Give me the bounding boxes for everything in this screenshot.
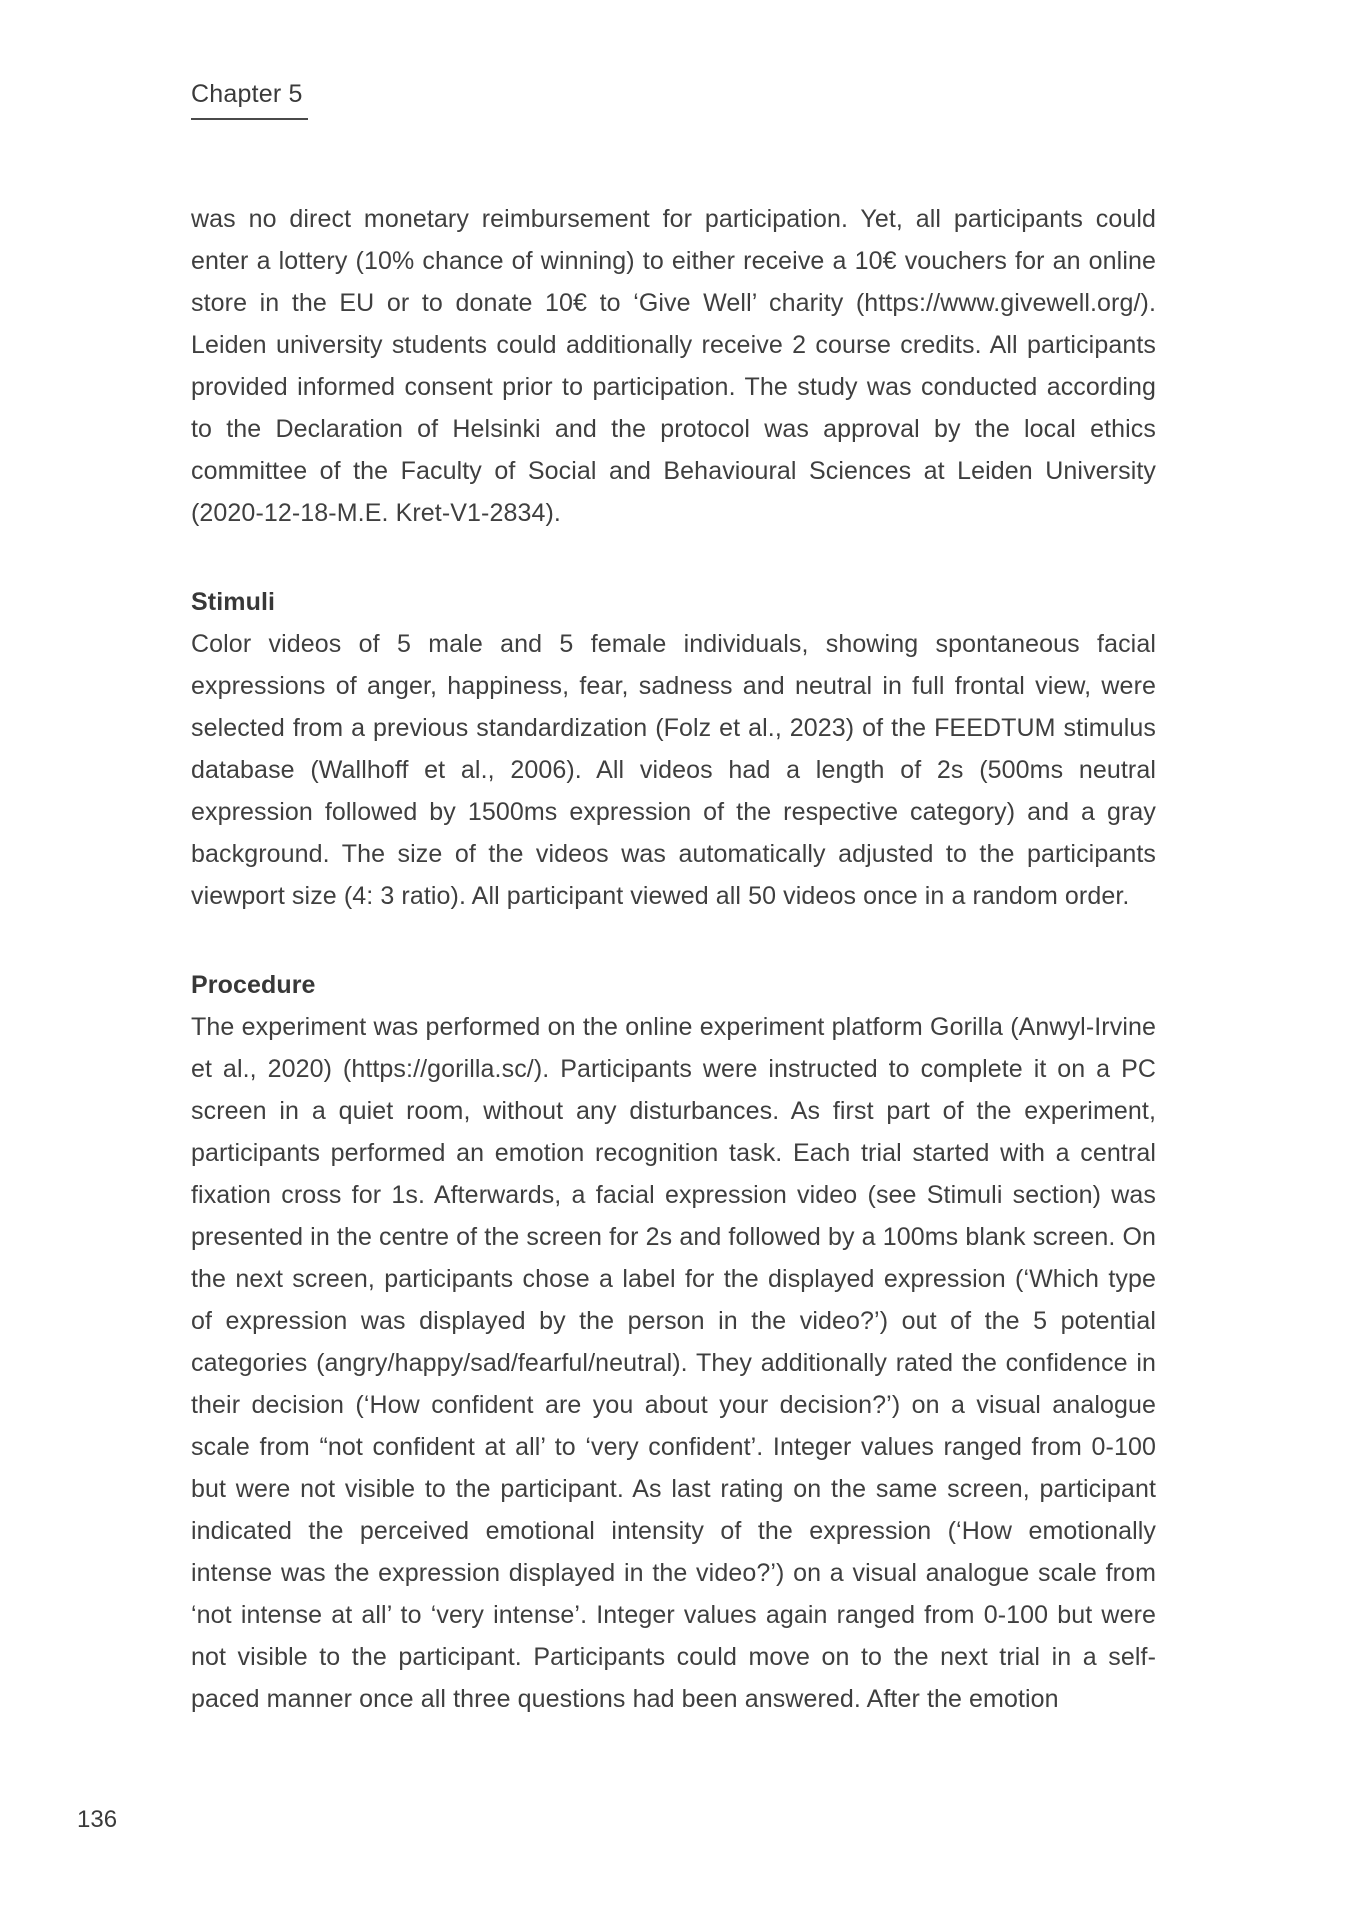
chapter-header xyxy=(191,80,308,120)
chapter-title: Chapter 5 xyxy=(191,80,308,120)
procedure-heading: Procedure xyxy=(191,971,316,999)
paragraph-procedure: The experiment was performed on the online experiment platform Gorilla (Anwyl-Irvine et al., 2020) (https://gorilla.sc/). Participants were instructed to complete it on a PC screen in a quiet room, without any disturbances. As first part of the experiment, participants performed an emotion recognition task. Each trial started with a central fixation cross for 1s. Afterwards, a facial expression video (see Stimuli section) was presented in the centre of the screen for 2s and followed by a 100ms blank screen. On the next screen, participants chose a label for the displayed expression (‘Which type of expression was displayed by the person in the video?’) out of the 5 potential categories (angry/happy/sad/fearful/neutral). They additionally rated the confidence in their decision (‘How confident are you about your decision?’) on a visual analogue scale from “not confident at all’ to ‘very confident’. Integer values ranged from 0-100 but were not visible to the participant. As last rating on the same screen, participant indicated the perceived emotional intensity of the expression (‘How emotionally intense was the expression displayed in the video?’) on a visual analogue scale from ‘not intense at all’ to ‘very intense’. Integer values again ranged from 0-100 but were not visible to the participant. Participants could move on to the next trial in a self-paced manner once all three questions had been answered. After the emotion xyxy=(191,1013,1156,1713)
page-content xyxy=(191,198,1156,1720)
paragraph-stimuli: Color videos of 5 male and 5 female individuals, showing spontaneous facial expressions of anger, happiness, fear, sadness and neutral in full frontal view, were selected from a previous standardization (Folz et al., 2023) of the FEEDTUM stimulus database (Wallhoff et al., 2006). All videos had a length of 2s (500ms neutral expression followed by 1500ms expression of the respective category) and a gray background. The size of the videos was automatically adjusted to the participants viewport size (4: 3 ratio). All participant viewed all 50 videos once in a random order. xyxy=(191,630,1156,910)
page-number: 136 xyxy=(77,1806,118,1833)
paragraph-participation: was no direct monetary reimbursement for participation. Yet, all participants could enter a lottery (10% chance of winning) to either receive a 10€ vouchers for an online store in the EU or to donate 10€ to ‘Give Well’ charity (https://www.givewell.org/). Leiden university students could additionally receive 2 course credits. All participants provided informed consent prior to participation. The study was conducted according to the Declaration of Helsinki and the protocol was approval by the local ethics committee of the Faculty of Social and Behavioural Sciences at Leiden University (2020-12-18-M.E. Kret-V1-2834). xyxy=(191,205,1156,527)
stimuli-heading: Stimuli xyxy=(191,588,276,616)
